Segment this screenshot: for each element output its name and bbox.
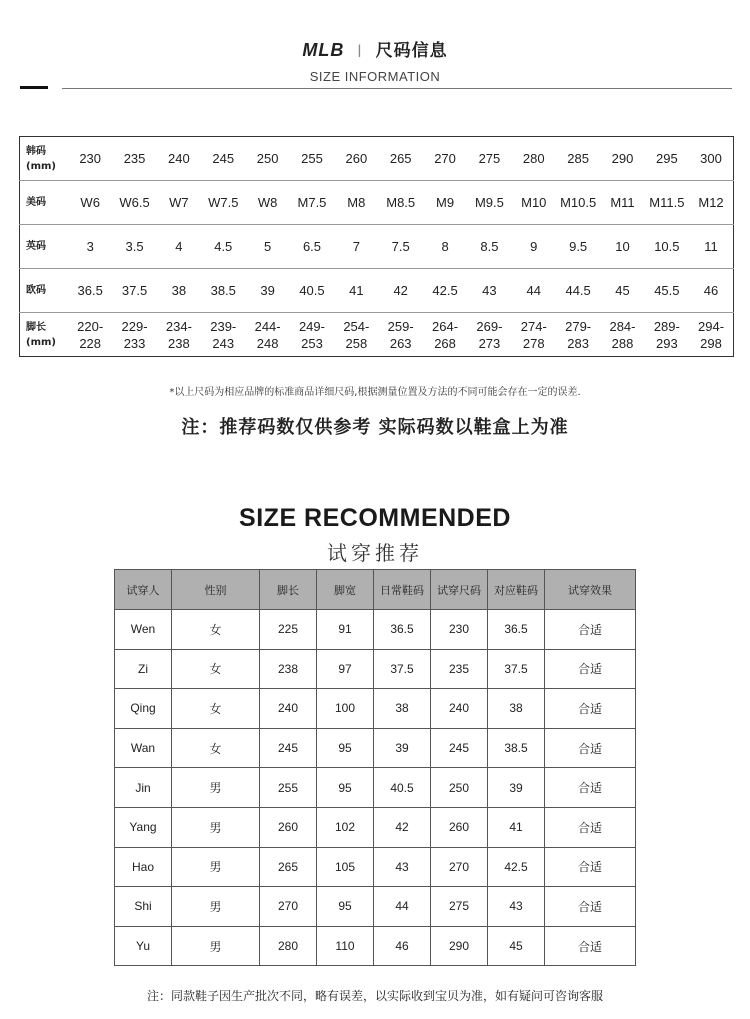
size-cell: 45.5 [645, 269, 689, 313]
size-cell: 295 [645, 137, 689, 181]
size-disclaimer: *以上尺码为相应品牌的标准商品详细尺码,根据测量位置及方法的不同可能会存在一定的误差. [169, 387, 581, 398]
table-cell: 240 [260, 689, 317, 729]
size-cell: 270 [423, 137, 467, 181]
header-accent-divider [20, 86, 48, 89]
table-cell: 45 [488, 926, 545, 966]
table-cell: 男 [172, 887, 260, 927]
size-cell: M8.5 [379, 181, 423, 225]
size-cell: 3.5 [112, 225, 156, 269]
page-subtitle: SIZE INFORMATION [309, 69, 441, 84]
table-cell: 合适 [545, 807, 636, 847]
table-cell: 36.5 [488, 610, 545, 650]
size-cell: 11 [689, 225, 733, 269]
column-header: 性别 [172, 570, 260, 610]
size-cell: 39 [245, 269, 289, 313]
table-cell: 275 [431, 887, 488, 927]
size-cell: 245 [201, 137, 245, 181]
size-cell: 7 [334, 225, 378, 269]
recommendation-note: 注：推荐码数仅供参考 实际码数以鞋盒上为准 [181, 417, 569, 438]
size-cell: 10 [600, 225, 644, 269]
size-cell: 4 [157, 225, 201, 269]
size-cell: 8 [423, 225, 467, 269]
size-cell: 38.5 [201, 269, 245, 313]
table-cell: Shi [115, 887, 172, 927]
table-cell: 238 [260, 649, 317, 689]
size-cell: 42 [379, 269, 423, 313]
table-row [115, 689, 636, 729]
column-header: 日常鞋码 [374, 570, 431, 610]
size-cell: 279- 283 [565, 318, 592, 351]
table-cell: Hao [115, 847, 172, 887]
size-cell: 230 [68, 137, 112, 181]
size-row-label: 脚长 (mm) [26, 321, 56, 348]
size-cell: 37.5 [112, 269, 156, 313]
table-cell: 女 [172, 689, 260, 729]
table-cell: 38 [488, 689, 545, 729]
size-cell: 280 [512, 137, 556, 181]
column-header: 试穿尺码 [431, 570, 488, 610]
size-cell: 300 [689, 137, 733, 181]
title-separator: | [357, 43, 363, 57]
size-cell: 265 [379, 137, 423, 181]
size-cell: 45 [600, 269, 644, 313]
size-cell: 269- 273 [476, 318, 503, 351]
size-cell: 285 [556, 137, 600, 181]
table-cell: 男 [172, 926, 260, 966]
size-row [20, 137, 734, 181]
table-row [115, 768, 636, 808]
table-row [115, 807, 636, 847]
table-cell: 37.5 [488, 649, 545, 689]
table-cell: 42 [374, 807, 431, 847]
table-row [115, 649, 636, 689]
column-header: 脚宽 [317, 570, 374, 610]
size-cell: W7 [157, 181, 201, 225]
size-cell: 41 [334, 269, 378, 313]
size-cell: W6 [68, 181, 112, 225]
table-cell: 46 [374, 926, 431, 966]
table-cell: 合适 [545, 649, 636, 689]
column-header: 脚长 [260, 570, 317, 610]
table-cell: 女 [172, 728, 260, 768]
size-cell: 289- 293 [653, 318, 680, 351]
size-cell: M12 [689, 181, 733, 225]
table-cell: 270 [260, 887, 317, 927]
size-row [20, 269, 734, 313]
table-row [115, 728, 636, 768]
recommend-title: SIZE RECOMMENDED [239, 504, 511, 532]
table-cell: Jin [115, 768, 172, 808]
table-cell: 97 [317, 649, 374, 689]
table-cell: 250 [431, 768, 488, 808]
size-row [20, 225, 734, 269]
size-cell: M10.5 [556, 181, 600, 225]
table-cell: 38.5 [488, 728, 545, 768]
size-cell: 6.5 [290, 225, 334, 269]
table-cell: 合适 [545, 926, 636, 966]
size-cell: M9 [423, 181, 467, 225]
column-header: 对应鞋码 [488, 570, 545, 610]
size-row-label: 美码 [20, 181, 69, 225]
size-cell: 240 [157, 137, 201, 181]
size-cell: 10.5 [645, 225, 689, 269]
size-row [20, 313, 734, 357]
size-cell: 40.5 [290, 269, 334, 313]
table-cell: Yang [115, 807, 172, 847]
table-cell: 女 [172, 649, 260, 689]
size-chart-table [19, 136, 734, 357]
table-cell: 37.5 [374, 649, 431, 689]
table-cell: 43 [488, 887, 545, 927]
table-cell: Wan [115, 728, 172, 768]
table-cell: Zi [115, 649, 172, 689]
table-cell: 38 [374, 689, 431, 729]
table-cell: 40.5 [374, 768, 431, 808]
table-cell: 41 [488, 807, 545, 847]
size-cell: 250 [245, 137, 289, 181]
size-cell: 275 [467, 137, 511, 181]
table-cell: 男 [172, 807, 260, 847]
table-row [115, 887, 636, 927]
table-cell: 合适 [545, 847, 636, 887]
size-row-label: 欧码 [20, 269, 69, 313]
size-cell: 5 [245, 225, 289, 269]
table-cell: 260 [431, 807, 488, 847]
table-cell: 290 [431, 926, 488, 966]
size-cell: M7.5 [290, 181, 334, 225]
size-cell: 244- 248 [254, 318, 281, 351]
table-cell: 280 [260, 926, 317, 966]
size-row [20, 181, 734, 225]
size-cell: 239- 243 [210, 318, 237, 351]
size-cell: 290 [600, 137, 644, 181]
size-cell: 264- 268 [432, 318, 459, 351]
table-cell: 36.5 [374, 610, 431, 650]
table-cell: 235 [431, 649, 488, 689]
table-cell: 100 [317, 689, 374, 729]
table-cell: 230 [431, 610, 488, 650]
table-cell: 43 [374, 847, 431, 887]
size-cell: 4.5 [201, 225, 245, 269]
table-cell: 260 [260, 807, 317, 847]
column-header: 试穿效果 [545, 570, 636, 610]
size-cell: 43 [467, 269, 511, 313]
size-cell: 44 [512, 269, 556, 313]
brand-logo: MLB [302, 40, 345, 60]
size-cell: 8.5 [467, 225, 511, 269]
size-cell: 44.5 [556, 269, 600, 313]
table-cell: 合适 [545, 768, 636, 808]
table-cell: 95 [317, 768, 374, 808]
table-cell: 110 [317, 926, 374, 966]
size-cell: M11 [600, 181, 644, 225]
size-cell: 38 [157, 269, 201, 313]
size-cell: M11.5 [645, 181, 689, 225]
size-cell: W8 [245, 181, 289, 225]
table-cell: 270 [431, 847, 488, 887]
table-cell: 男 [172, 768, 260, 808]
table-cell: 39 [488, 768, 545, 808]
size-cell: 3 [68, 225, 112, 269]
table-cell: 女 [172, 610, 260, 650]
size-cell: 42.5 [423, 269, 467, 313]
table-cell: 105 [317, 847, 374, 887]
table-cell: 95 [317, 728, 374, 768]
table-row [115, 926, 636, 966]
table-row [115, 610, 636, 650]
header-divider [62, 88, 732, 89]
size-cell: M10 [512, 181, 556, 225]
table-cell: Yu [115, 926, 172, 966]
size-cell: M8 [334, 181, 378, 225]
table-cell: 245 [431, 728, 488, 768]
fit-recommendation-table [114, 569, 636, 966]
table-cell: Wen [115, 610, 172, 650]
size-cell: W6.5 [112, 181, 156, 225]
table-cell: 44 [374, 887, 431, 927]
table-cell: 255 [260, 768, 317, 808]
size-cell: 46 [689, 269, 733, 313]
page-header [0, 36, 750, 84]
size-cell: 234- 238 [165, 318, 192, 351]
size-cell: 235 [112, 137, 156, 181]
size-cell: 9 [512, 225, 556, 269]
table-cell: 95 [317, 887, 374, 927]
size-cell: 220- 228 [77, 318, 104, 351]
table-cell: 245 [260, 728, 317, 768]
table-cell: 91 [317, 610, 374, 650]
size-cell: 7.5 [379, 225, 423, 269]
table-cell: 42.5 [488, 847, 545, 887]
table-cell: 男 [172, 847, 260, 887]
size-cell: 9.5 [556, 225, 600, 269]
table-cell: 合适 [545, 610, 636, 650]
table-cell: 合适 [545, 887, 636, 927]
table-cell: 合适 [545, 689, 636, 729]
size-cell: 249- 253 [298, 318, 325, 351]
size-cell: 259- 263 [387, 318, 414, 351]
size-cell: 255 [290, 137, 334, 181]
size-cell: 229- 233 [121, 318, 148, 351]
size-cell: W7.5 [201, 181, 245, 225]
size-cell: 274- 278 [520, 318, 547, 351]
table-cell: 合适 [545, 728, 636, 768]
table-cell: 225 [260, 610, 317, 650]
size-cell: 260 [334, 137, 378, 181]
table-cell: Qing [115, 689, 172, 729]
footer-note: 注：同款鞋子因生产批次不同，略有误差，以实际收到宝贝为准，如有疑问可咨询客服 [146, 989, 603, 1003]
column-header: 试穿人 [115, 570, 172, 610]
table-cell: 39 [374, 728, 431, 768]
size-cell: 294- 298 [698, 318, 725, 351]
table-cell: 102 [317, 807, 374, 847]
size-cell: M9.5 [467, 181, 511, 225]
size-row-label: 韩码 (mm) [20, 137, 69, 181]
page-title: 尺码信息 [375, 41, 448, 61]
recommend-subtitle: 试穿推荐 [327, 541, 423, 565]
size-row-label: 英码 [20, 225, 69, 269]
brand-title [0, 36, 750, 61]
size-cell: 284- 288 [609, 318, 636, 351]
size-cell: 36.5 [68, 269, 112, 313]
table-row [115, 847, 636, 887]
size-cell: 254- 258 [343, 318, 370, 351]
table-cell: 265 [260, 847, 317, 887]
table-cell: 240 [431, 689, 488, 729]
